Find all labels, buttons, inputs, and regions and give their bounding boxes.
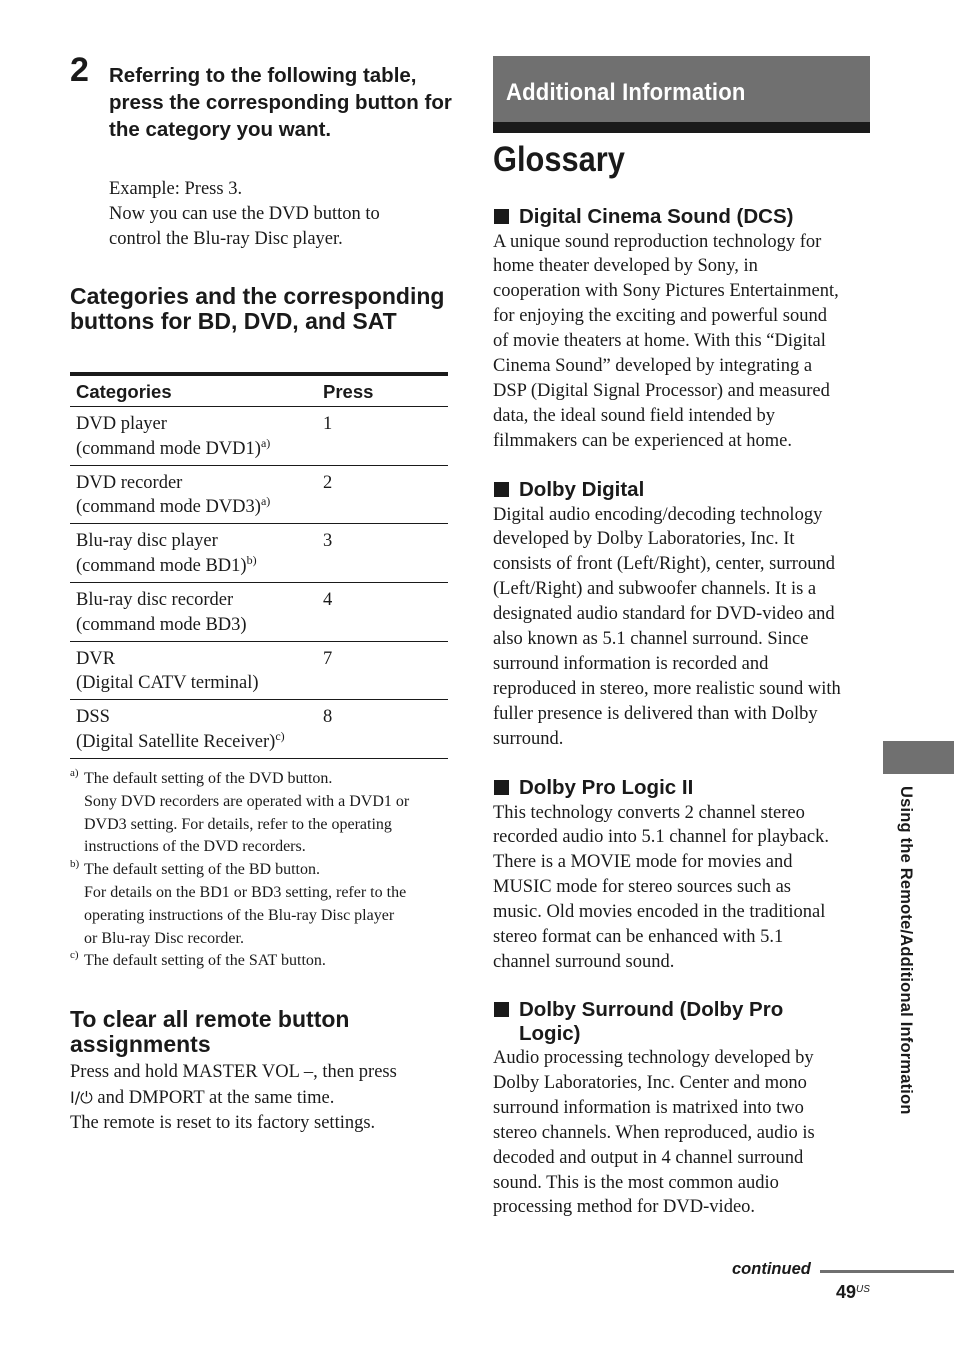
- term-line: channel surround sound.: [493, 951, 675, 972]
- row-mode: (command mode BD3): [76, 614, 247, 635]
- term-line: filmmakers can be experienced at home.: [493, 430, 792, 451]
- term-line: home theater developed by Sony, in: [493, 256, 758, 277]
- term-line: MUSIC mode for stereo sources such as: [493, 877, 791, 898]
- row-category: DVD recorder: [76, 472, 183, 493]
- row-note: a): [260, 494, 271, 509]
- term-heading: Digital Cinema Sound (DCS): [519, 205, 794, 228]
- footnote-line: instructions of the DVD recorders.: [84, 838, 306, 856]
- term-line: surround information is recorded and: [493, 653, 769, 674]
- term-line: DSP (Digital Signal Processor) and measured: [493, 380, 830, 401]
- table-row: [70, 524, 448, 583]
- row-press: 7: [323, 648, 333, 669]
- row-press: 2: [323, 472, 333, 493]
- row-press: 8: [323, 707, 333, 728]
- term-line: surround information is matrixed into two: [493, 1097, 804, 1118]
- row-category: Blu-ray disc player: [76, 531, 218, 552]
- footnote-line: Sony DVD recorders are operated with a DVD1 or: [84, 792, 410, 810]
- table-row: [70, 407, 448, 466]
- footnote-line: The default setting of the BD button.: [84, 861, 320, 879]
- term-heading: Logic): [519, 1021, 581, 1045]
- row-note: a): [260, 435, 271, 450]
- term-heading: Dolby Digital: [519, 478, 645, 501]
- section-banner: [493, 56, 870, 122]
- footnote-mark: a): [70, 767, 79, 779]
- term-line: also known as 5.1 channel surround. Since: [493, 629, 809, 650]
- step-body-line: Example: Press 3.: [109, 179, 243, 199]
- term-heading: Dolby Pro Logic II: [519, 776, 694, 799]
- term-line: Audio processing technology developed by: [493, 1048, 814, 1068]
- term-line: decoded and output in 4 channel surround: [493, 1147, 804, 1168]
- glossary-term: [493, 478, 873, 752]
- square-bullet-icon: [494, 482, 509, 497]
- page-number: [836, 1282, 870, 1303]
- term-line: sound. This is the most common audio: [493, 1172, 779, 1193]
- table-row: [70, 466, 448, 525]
- term-line: processing method for DVD-video.: [493, 1197, 756, 1218]
- term-body: [493, 801, 873, 975]
- footnote-mark: c): [70, 949, 79, 962]
- row-press: 3: [323, 531, 333, 552]
- glossary-term: [493, 998, 873, 1220]
- term-line: reproduced in stereo, more realistic sound with: [493, 678, 841, 699]
- term-line: (Left/Right) and subwoofer channels. It is a: [493, 579, 817, 600]
- clear-assignments-body: [70, 1060, 450, 1136]
- clear-line: The remote is reset to its factory settings.: [70, 1113, 376, 1133]
- step-instruction: Referring to the following table, press the corresponding button for the category you want.: [109, 64, 452, 142]
- table-row: [70, 700, 448, 759]
- footnote-line: The default setting of the DVD button.: [84, 770, 333, 787]
- row-mode: (Digital Satellite Receiver): [76, 731, 276, 752]
- row-note: c): [275, 728, 285, 743]
- row-press: 1: [323, 414, 333, 434]
- step-body: [109, 177, 454, 252]
- row-category: DSS: [76, 707, 110, 728]
- term-body: [493, 230, 873, 454]
- glossary-term: [493, 776, 873, 975]
- side-tab-block: [883, 741, 954, 774]
- term-line: developed by Dolby Laboratories, Inc. It: [493, 529, 795, 550]
- term-line: fuller presence is delivered than with Dolby: [493, 703, 818, 724]
- side-tab-label: Using the Remote/Additional Information: [897, 786, 915, 1115]
- row-category: DVR: [76, 648, 116, 669]
- step-body-line: control the Blu-ray Disc player.: [109, 229, 343, 249]
- footnote-line: operating instructions of the Blu-ray Disc player: [84, 906, 395, 924]
- term-line: recorded audio into 5.1 channel for playback.: [493, 827, 829, 848]
- term-line: surround.: [493, 728, 564, 749]
- row-mode: (command mode DVD3): [76, 497, 261, 518]
- power-icon: I/⏻: [70, 1088, 93, 1107]
- term-line: There is a MOVIE mode for movies and: [493, 852, 793, 873]
- side-tab: [895, 786, 915, 1186]
- page-number-value: 49: [836, 1282, 857, 1302]
- table-row: [70, 583, 448, 642]
- term-line: consists of front (Left/Right), center, surround: [493, 554, 835, 575]
- header-categories: Categories: [76, 381, 172, 402]
- step-number: 2: [70, 51, 89, 89]
- square-bullet-icon: [494, 209, 509, 224]
- continued-rule: [820, 1270, 954, 1273]
- footnote-line: DVD3 setting. For details, refer to the operating: [84, 815, 392, 833]
- row-mode: (Digital CATV terminal): [76, 673, 259, 694]
- continued-label: continued: [732, 1260, 811, 1278]
- row-category: Blu-ray disc recorder: [76, 590, 234, 611]
- term-line: Dolby Laboratories, Inc. Center and mono: [493, 1072, 807, 1093]
- footnote: [70, 768, 450, 859]
- term-line: stereo channels. When reproduced, audio is: [493, 1122, 815, 1143]
- term-line: Cinema Sound” developed by integrating a: [493, 356, 813, 377]
- clear-assignments-heading: To clear all remote button assignments: [70, 1006, 350, 1057]
- square-bullet-icon: [494, 780, 509, 795]
- region-code: US: [856, 1284, 870, 1295]
- page-title: Glossary: [493, 140, 625, 179]
- row-category: DVD player: [76, 414, 167, 434]
- clear-line: and DMPORT at the same time.: [92, 1088, 335, 1108]
- categories-heading: Categories and the corresponding buttons for BD, DVD, and SAT: [70, 283, 445, 334]
- term-line: stereo format can be enhanced with 5.1: [493, 927, 784, 948]
- clear-line: Press and hold MASTER VOL –, then press: [70, 1062, 397, 1082]
- term-line: of movie theaters at home. With this “Digital: [493, 331, 826, 352]
- footnote-line: or Blu-ray Disc recorder.: [84, 929, 244, 947]
- term-line: A unique sound reproduction technology for: [493, 231, 822, 252]
- header-press: Press: [323, 381, 374, 402]
- term-line: for enjoying the exciting and powerful sound: [493, 306, 827, 327]
- term-heading: Dolby Surround (Dolby Pro: [519, 998, 784, 1021]
- term-line: music. Old movies encoded in the traditional: [493, 902, 826, 923]
- row-mode: (command mode DVD1): [76, 438, 261, 459]
- row-note: b): [246, 552, 257, 567]
- footnote-line: For details on the BD1 or BD3 setting, refer to the: [84, 883, 407, 901]
- row-press: 4: [323, 590, 333, 611]
- row-mode: (command mode BD1): [76, 555, 247, 576]
- term-line: designated audio standard for DVD-video and: [493, 604, 835, 625]
- section-banner-title: Additional Information: [506, 79, 746, 106]
- footnotes: [70, 768, 450, 973]
- term-line: This technology converts 2 channel stereo: [493, 802, 805, 823]
- glossary-term: [493, 205, 873, 454]
- step-body-line: Now you can use the DVD button to: [109, 204, 380, 224]
- table-header: [70, 376, 448, 407]
- footnote-mark: b): [70, 858, 80, 871]
- categories-table: [70, 372, 448, 759]
- term-line: cooperation with Sony Pictures Entertainment,: [493, 281, 839, 302]
- term-body: [493, 1046, 873, 1220]
- footnote-line: The default setting of the SAT button.: [84, 952, 326, 970]
- term-body: [493, 503, 873, 752]
- footnote: [70, 859, 450, 950]
- footnote: [70, 950, 450, 973]
- banner-rule: [493, 122, 870, 133]
- term-line: Digital audio encoding/decoding technology: [493, 504, 823, 525]
- term-line: data, the ideal sound field intended by: [493, 405, 776, 426]
- square-bullet-icon: [494, 1002, 509, 1017]
- table-row: [70, 642, 448, 701]
